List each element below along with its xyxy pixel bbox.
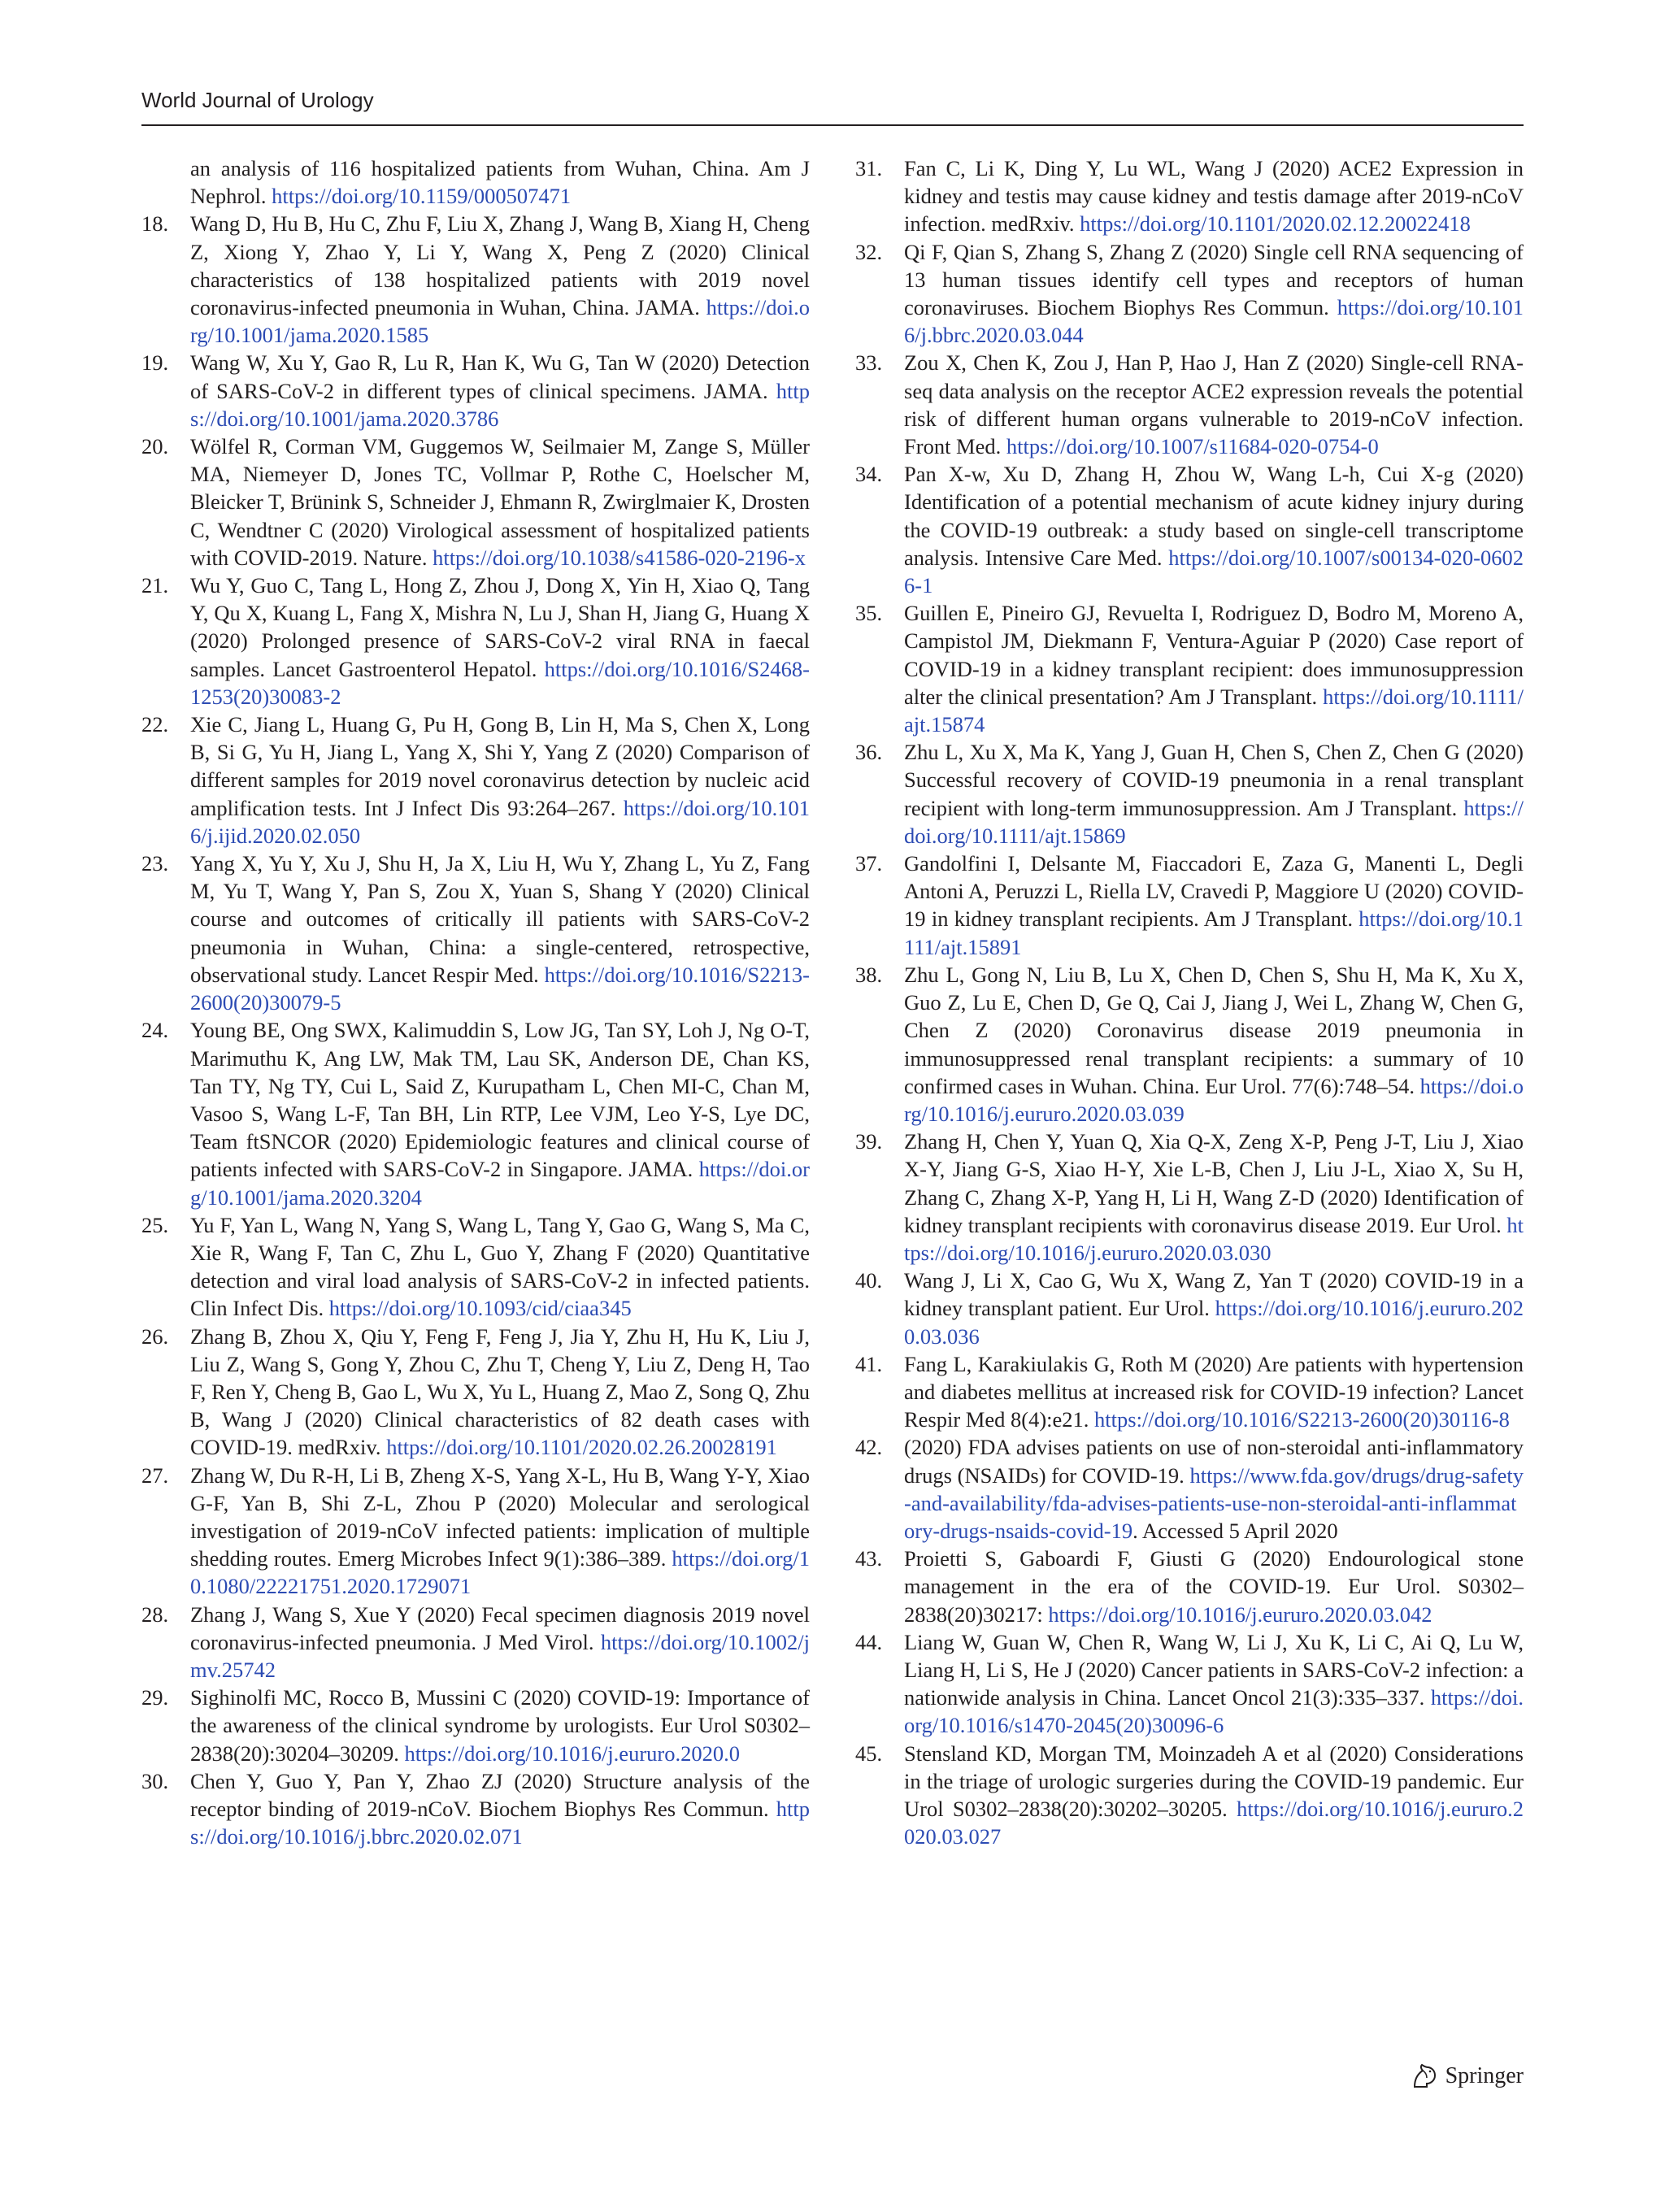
journal-title: World Journal of Urology bbox=[141, 88, 374, 112]
reference-item bbox=[141, 1211, 810, 1323]
reference-text: an analysis of 116 hospitalized patients from Wuhan, China. Am J Nephrol. bbox=[190, 156, 810, 209]
reference-doi-link[interactable]: https://doi.org/10.1016/S2468-1253(20)30083-2 bbox=[190, 656, 810, 709]
reference-number: 44. bbox=[855, 1629, 883, 1654]
reference-item bbox=[141, 432, 810, 571]
reference-number: 34. bbox=[855, 462, 883, 487]
reference-text: Zhu L, Xu X, Ma K, Yang J, Guan H, Chen S, Chen Z, Chen G (2020) Successful recovery of COVID-19 pneumonia in a renal transplant recipient with long-term immunosuppression. Am J Transplant. bbox=[904, 740, 1524, 820]
reference-text: Zhang H, Chen Y, Yuan Q, Xia Q-X, Zeng X-P, Peng J-T, Liu J, Xiao X-Y, Jiang G-S, Xiao H-Y, Xie L-B, Chen J, Liu J-L, Xiao X, Su H, Zhang C, Zhang X-P, Yang H, Li H, Wang Z-D (2020) Identification of kidney transplant recipients with coronavirus disease 2019. Eur Urol. bbox=[904, 1129, 1524, 1237]
reference-doi-link[interactable]: https://doi.org/10.1016/S2213-2600(20)30116-8 bbox=[1094, 1407, 1510, 1432]
reference-text: Zhang J, Wang S, Xue Y (2020) Fecal specimen diagnosis 2019 novel coronavirus-infected pneumonia. J Med Virol. bbox=[190, 1601, 810, 1654]
references-left-column bbox=[141, 154, 810, 1850]
reference-number: 41. bbox=[855, 1351, 883, 1376]
reference-text: Zhu L, Gong N, Liu B, Lu X, Chen D, Chen S, Shu H, Ma K, Xu X, Guo Z, Lu E, Chen D, Ge Q, Cai J, Jiang J, Wei L, Zhang W, Chen G, Chen Z (2020) Coronavirus disease 2019 pneumonia in immunosuppressed renal transplant recipients: a summary of 10 confirmed cases in Wuhan. China. Eur Urol. 77(6):748–54. bbox=[904, 962, 1524, 1098]
reference-doi-link[interactable]: https://doi.org/10.1159/000507471 bbox=[272, 184, 572, 209]
reference-doi-link[interactable]: https://doi.org/10.1016/j.eururo.2020.03.027 bbox=[904, 1796, 1524, 1849]
reference-number: 20. bbox=[141, 434, 169, 459]
reference-doi-link[interactable]: https://doi.org/10.1002/jmv.25742 bbox=[190, 1629, 810, 1682]
reference-number: 27. bbox=[141, 1462, 169, 1488]
reference-number: 21. bbox=[141, 573, 169, 598]
reference-doi-link[interactable]: https://doi.org/10.1016/j.eururo.2020.03.030 bbox=[904, 1212, 1524, 1265]
reference-doi-link[interactable]: https://doi.org/10.1001/jama.2020.3786 bbox=[190, 378, 810, 431]
publisher-name: Springer bbox=[1445, 2063, 1524, 2088]
references-right-column bbox=[855, 154, 1524, 1850]
reference-number: 32. bbox=[855, 239, 883, 264]
reference-item bbox=[141, 154, 810, 210]
reference-item bbox=[855, 1740, 1524, 1851]
reference-doi-link[interactable]: https://doi.org/10.1093/cid/ciaa345 bbox=[328, 1296, 632, 1321]
reference-text: Qi F, Qian S, Zhang S, Zhang Z (2020) Single cell RNA sequencing of 13 human tissues identify cell types and receptors of human coronaviruses. Biochem Biophys Res Commun. bbox=[904, 239, 1524, 320]
reference-item bbox=[141, 349, 810, 432]
reference-item bbox=[141, 210, 810, 349]
reference-number: 28. bbox=[141, 1601, 169, 1627]
reference-text: Young BE, Ong SWX, Kalimuddin S, Low JG, Tan SY, Loh J, Ng O-T, Marimuthu K, Ang LW, Mak TM, Lau SK, Anderson DE, Chan KS, Tan TY, Ng TY, Cui L, Said Z, Kurupatham L, Chen MI-C, Chan M, Vasoo S, Wang L-F, Tan BH, Lin RTP, Lee VJM, Leo Y-S, Lye DC, Team ftSNCOR (2020) Epidemiologic features and clinical course of patients infected with SARS-CoV-2 in Singapore. JAMA. bbox=[190, 1018, 810, 1182]
reference-item bbox=[141, 571, 810, 711]
reference-trailing-text: . Accessed 5 April 2020 bbox=[1132, 1518, 1338, 1543]
reference-doi-link[interactable]: https://doi.org/10.1016/s1470-2045(20)30096-6 bbox=[904, 1685, 1524, 1738]
reference-text: Xie C, Jiang L, Huang G, Pu H, Gong B, Lin H, Ma S, Chen X, Long B, Si G, Yu H, Jiang L, Yang X, Shi Y, Yang Z (2020) Comparison of different samples for 2019 novel coronavirus detection by nucleic acid amplification tests. Int J Infect Dis 93:264–267. bbox=[190, 712, 810, 820]
reference-text: Wu Y, Guo C, Tang L, Hong Z, Zhou J, Dong X, Yin H, Xiao Q, Tang Y, Qu X, Kuang L, Fang X, Mishra N, Lu J, Shan H, Jiang G, Huang X (2020) Prolonged presence of SARS-CoV-2 viral RNA in faecal samples. Lancet Gastroenterol Hepatol. bbox=[190, 573, 810, 681]
reference-item bbox=[855, 850, 1524, 961]
reference-number: 31. bbox=[855, 156, 883, 180]
reference-number: 43. bbox=[855, 1546, 883, 1571]
reference-text: Zou X, Chen K, Zou J, Han P, Hao J, Han Z (2020) Single-cell RNA-seq data analysis on the receptor ACE2 expression reveals the potential risk of different human organs vulnerable to 2019-nCoV infection. Front Med. bbox=[904, 350, 1524, 459]
reference-number: 42. bbox=[855, 1435, 883, 1460]
reference-item bbox=[855, 1545, 1524, 1628]
reference-number: 40. bbox=[855, 1268, 883, 1293]
reference-item bbox=[141, 1684, 810, 1767]
reference-doi-link[interactable]: https://doi.org/10.1001/jama.2020.3204 bbox=[190, 1157, 810, 1210]
reference-number: 45. bbox=[855, 1740, 883, 1766]
reference-item bbox=[855, 460, 1524, 599]
reference-number: 24. bbox=[141, 1018, 169, 1043]
reference-doi-link[interactable]: https://doi.org/10.1038/s41586-020-2196-x bbox=[433, 545, 806, 570]
reference-doi-link[interactable]: https://doi.org/10.1080/22221751.2020.1729071 bbox=[190, 1546, 810, 1599]
reference-number: 33. bbox=[855, 350, 883, 376]
publisher-footer bbox=[1410, 2062, 1524, 2090]
reference-doi-link[interactable]: https://doi.org/10.1016/j.ijid.2020.02.050 bbox=[190, 795, 810, 848]
reference-item bbox=[141, 1767, 810, 1851]
reference-doi-link[interactable]: https://doi.org/10.1101/2020.02.26.20028191 bbox=[386, 1435, 777, 1460]
reference-item bbox=[855, 349, 1524, 460]
reference-item bbox=[141, 850, 810, 1016]
reference-number: 38. bbox=[855, 962, 883, 987]
reference-item bbox=[855, 1128, 1524, 1267]
reference-number: 35. bbox=[855, 601, 883, 626]
reference-number: 30. bbox=[141, 1768, 169, 1793]
reference-text: Zhang B, Zhou X, Qiu Y, Feng F, Feng J, Jia Y, Zhu H, Hu K, Liu J, Liu Z, Wang S, Gong Y, Zhou C, Zhu T, Cheng Y, Liu Z, Deng H, Tao F, Ren Y, Cheng B, Gao L, Wu X, Yu L, Huang Z, Mao Z, Song Q, Zhu B, Wang J (2020) Clinical characteristics of 82 death cases with COVID-19. medRxiv. bbox=[190, 1323, 810, 1460]
reference-text: Chen Y, Guo Y, Pan Y, Zhao ZJ (2020) Structure analysis of the receptor binding of 2019-nCoV. Biochem Biophys Res Commun. bbox=[190, 1768, 810, 1821]
reference-item bbox=[141, 1601, 810, 1684]
reference-number: 22. bbox=[141, 712, 169, 737]
reference-doi-link[interactable]: https://doi.org/10.1016/j.bbrc.2020.02.071 bbox=[190, 1796, 810, 1849]
reference-doi-link[interactable]: https://doi.org/10.1016/j.bbrc.2020.03.044 bbox=[904, 295, 1524, 348]
reference-text: Fang L, Karakiulakis G, Roth M (2020) Are patients with hypertension and diabetes mellitus at increased risk for COVID-19 infection? Lancet Respir Med 8(4):e21. bbox=[904, 1351, 1524, 1432]
reference-number: 29. bbox=[141, 1685, 169, 1710]
reference-number: 23. bbox=[141, 851, 169, 876]
reference-text: Yang X, Yu Y, Xu J, Shu H, Ja X, Liu H, Wu Y, Zhang L, Yu Z, Fang M, Yu T, Wang Y, Pan S, Zou X, Yuan S, Shang Y (2020) Clinical course and outcomes of critically ill patients with SARS-CoV-2 pneumonia in Wuhan, China: a single-centered, retrospective, observational study. Lancet Respir Med. bbox=[190, 851, 810, 987]
reference-item bbox=[141, 1016, 810, 1210]
reference-text: Guillen E, Pineiro GJ, Revuelta I, Rodriguez D, Bodro M, Moreno A, Campistol JM, Diekmann F, Ventura-Aguiar P (2020) Case report of COVID-19 in a kidney transplant recipient: does immunosuppression alter the clinical presentation? Am J Transplant. bbox=[904, 601, 1524, 709]
reference-text: (2020) FDA advises patients on use of non-steroidal anti-inflammatory drugs (NSAIDs) for COVID-19. bbox=[904, 1435, 1524, 1488]
reference-number: 37. bbox=[855, 851, 883, 876]
reference-text: Wang D, Hu B, Hu C, Zhu F, Liu X, Zhang J, Wang B, Xiang H, Cheng Z, Xiong Y, Zhao Y, Li Y, Wang X, Peng Z (2020) Clinical characteristics of 138 hospitalized patients with 2019 novel coronavirus-infected pneumonia in Wuhan, China. JAMA. bbox=[190, 211, 810, 320]
reference-number: 25. bbox=[141, 1212, 169, 1237]
reference-doi-link[interactable]: https://doi.org/10.1111/ajt.15869 bbox=[904, 795, 1524, 848]
reference-text: Zhang W, Du R-H, Li B, Zheng X-S, Yang X-L, Hu B, Wang Y-Y, Xiao G-F, Yan B, Shi Z-L, Zhou P (2020) Molecular and serological investigation of 2019-nCoV infected patients: implication of multiple shedding routes. Emerg Microbes Infect 9(1):386–389. bbox=[190, 1462, 810, 1571]
reference-text: Pan X-w, Xu D, Zhang H, Zhou W, Wang L-h, Cui X-g (2020) Identification of a potential mechanism of acute kidney injury during the COVID-19 outbreak: a study based on single-cell transcriptome analysis. Intensive Care Med. bbox=[904, 462, 1524, 570]
reference-text: Sighinolfi MC, Rocco B, Mussini C (2020) COVID-19: Importance of the awareness of the clinical syndrome by urologists. Eur Urol S0302–2838(20):30204–30209. bbox=[190, 1685, 810, 1766]
reference-text: Liang W, Guan W, Chen R, Wang W, Li J, Xu K, Li C, Ai Q, Lu W, Liang H, Li S, He J (2020) Cancer patients in SARS-CoV-2 infection: a nationwide analysis in China. Lancet Oncol 21(3):335–337. bbox=[904, 1629, 1524, 1710]
reference-text: Stensland KD, Morgan TM, Moinzadeh A et al (2020) Considerations in the triage of urologic surgeries during the COVID-19 pandemic. Eur Urol S0302–2838(20):30202–30205. bbox=[904, 1740, 1524, 1821]
reference-item bbox=[855, 738, 1524, 850]
reference-text: Wang W, Xu Y, Gao R, Lu R, Han K, Wu G, Tan W (2020) Detection of SARS-CoV-2 in different types of clinical specimens. JAMA. bbox=[190, 350, 810, 403]
reference-doi-link[interactable]: https://doi.org/10.1016/j.eururo.2020.03.042 bbox=[1048, 1601, 1432, 1627]
reference-doi-link[interactable]: https://doi.org/10.1111/ajt.15874 bbox=[904, 684, 1524, 737]
reference-item bbox=[855, 238, 1524, 350]
springer-horse-icon bbox=[1410, 2062, 1439, 2090]
reference-item bbox=[855, 1433, 1524, 1545]
reference-item bbox=[855, 1628, 1524, 1740]
reference-item bbox=[141, 1323, 810, 1462]
reference-number: 26. bbox=[141, 1323, 169, 1349]
reference-doi-link[interactable]: https://doi.org/10.1016/j.eururo.2020.03.036 bbox=[904, 1296, 1524, 1349]
reference-text: Wang J, Li X, Cao G, Wu X, Wang Z, Yan T (2020) COVID-19 in a kidney transplant patient. Eur Urol. bbox=[904, 1268, 1524, 1321]
reference-text: Gandolfini I, Delsante M, Fiaccadori E, Zaza G, Manenti L, Degli Antoni A, Peruzzi L, Riella LV, Cravedi P, Maggiore U (2020) COVID-19 in kidney transplant recipients. Am J Transplant. bbox=[904, 851, 1524, 932]
reference-doi-link[interactable]: https://doi.org/10.1016/S2213-2600(20)30079-5 bbox=[190, 962, 810, 1015]
reference-item bbox=[855, 961, 1524, 1128]
reference-number: 36. bbox=[855, 740, 883, 765]
reference-number: 18. bbox=[141, 211, 169, 237]
reference-text: Wölfel R, Corman VM, Guggemos W, Seilmaier M, Zange S, Müller MA, Niemeyer D, Jones TC, Vollmar P, Rothe C, Hoelscher M, Bleicker T, Brünink S, Schneider J, Ehmann R, Zwirglmaier K, Drosten C, Wendtner C (2020) Virological assessment of hospitalized patients with COVID-2019. Nature. bbox=[190, 434, 810, 570]
reference-doi-link[interactable]: https://doi.org/10.1016/j.eururo.2020.0 bbox=[404, 1740, 740, 1766]
reference-item bbox=[855, 1267, 1524, 1350]
reference-number: 39. bbox=[855, 1129, 883, 1154]
header-rule bbox=[141, 124, 1524, 126]
reference-item bbox=[141, 711, 810, 850]
reference-text: Proietti S, Gaboardi F, Giusti G (2020) Endourological stone management in the era of the COVID-19. Eur Urol. S0302–2838(20)30217: bbox=[904, 1546, 1524, 1627]
reference-item bbox=[141, 1462, 810, 1601]
reference-item bbox=[855, 154, 1524, 238]
reference-text: Yu F, Yan L, Wang N, Yang S, Wang L, Tang Y, Gao G, Wang S, Ma C, Xie R, Wang F, Tan C, Zhu L, Guo Y, Zhang F (2020) Quantitative detection and viral load analysis of SARS-CoV-2 in infected patients. Clin Infect Dis. bbox=[190, 1212, 810, 1321]
reference-item bbox=[855, 599, 1524, 738]
reference-doi-link[interactable]: https://doi.org/10.1111/ajt.15891 bbox=[904, 906, 1524, 959]
reference-doi-link[interactable]: https://www.fda.gov/drugs/drug-safety-and-availability/fda-advises-patients-use-non-steroidal-anti-inflammatory-drugs-nsaids-covid-19 bbox=[904, 1462, 1524, 1543]
reference-doi-link[interactable]: https://doi.org/10.1007/s11684-020-0754-0 bbox=[1006, 434, 1379, 459]
reference-item bbox=[855, 1350, 1524, 1434]
reference-doi-link[interactable]: https://doi.org/10.1016/j.eururo.2020.03.039 bbox=[904, 1073, 1524, 1126]
reference-text: Fan C, Li K, Ding Y, Lu WL, Wang J (2020) ACE2 Expression in kidney and testis may cause kidney and testis damage after 2019-nCoV infection. medRxiv. bbox=[904, 156, 1524, 237]
reference-number: 19. bbox=[141, 350, 169, 376]
reference-doi-link[interactable]: https://doi.org/10.1001/jama.2020.1585 bbox=[190, 295, 810, 348]
reference-doi-link[interactable]: https://doi.org/10.1007/s00134-020-06026-1 bbox=[904, 545, 1524, 598]
reference-doi-link[interactable]: https://doi.org/10.1101/2020.02.12.20022418 bbox=[1080, 211, 1471, 237]
